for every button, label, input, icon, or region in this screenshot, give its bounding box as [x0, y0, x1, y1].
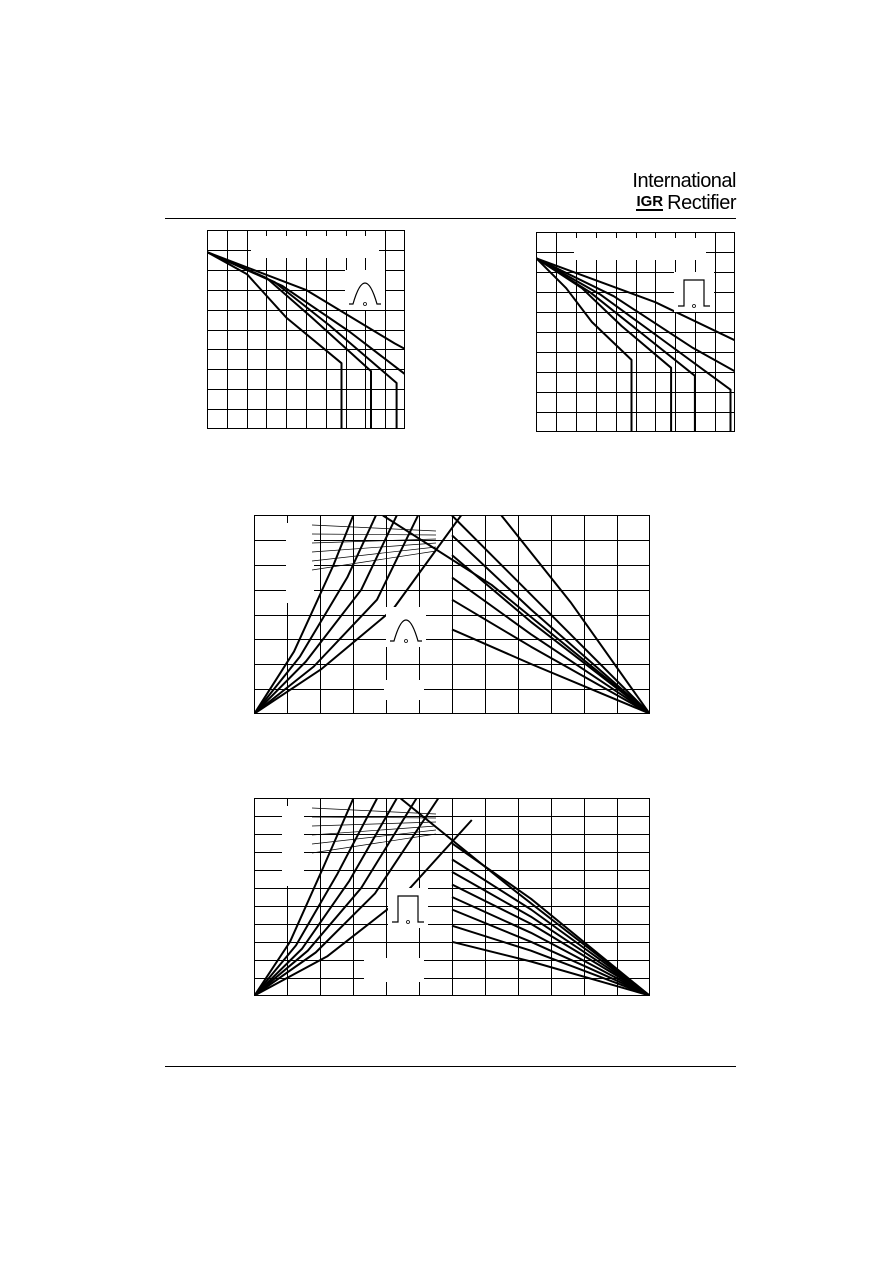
- half-sine-icon: [386, 607, 426, 647]
- series-line-right7: [452, 600, 650, 714]
- series-line-right2: [452, 516, 650, 714]
- rectangular-icon: [674, 272, 714, 312]
- chart-fig1: [207, 230, 405, 429]
- company-logo: [632, 170, 736, 214]
- gridlines: [536, 232, 735, 432]
- label-mask: [364, 958, 424, 982]
- leader-line: [312, 817, 436, 818]
- chart-fig2: [536, 232, 735, 432]
- rectangular-icon: [388, 888, 428, 928]
- label-areas: [574, 238, 706, 260]
- chart-fig1-svg: [207, 230, 405, 429]
- label-mask: [286, 523, 314, 603]
- half-sine-icon: [345, 270, 385, 310]
- series-line-left2: [255, 515, 399, 714]
- chart-fig3: [254, 515, 650, 714]
- chart-fig4-svg: [254, 798, 650, 996]
- label-mask: [251, 236, 379, 258]
- series-line-right6: [452, 577, 650, 713]
- leader-line: [312, 822, 436, 826]
- series-line-right6: [452, 897, 650, 996]
- chart-fig3-svg: [254, 515, 650, 714]
- chart-fig4: [254, 798, 650, 996]
- label-mask: [574, 238, 706, 260]
- leader-line: [312, 534, 436, 535]
- header-rule: [165, 218, 736, 219]
- footer-rule: [165, 1066, 736, 1067]
- gridlines: [207, 230, 405, 429]
- chart-fig2-svg: [536, 232, 735, 432]
- series-line-right4: [452, 535, 650, 713]
- label-areas: [251, 236, 379, 258]
- series-line-right7: [452, 910, 650, 996]
- leader-line: [312, 543, 436, 552]
- logo-line-rectifier: [632, 192, 736, 214]
- logo-word-rectifier: Rectifier: [667, 192, 736, 214]
- logo-mark: IGR: [636, 193, 664, 210]
- label-mask: [282, 806, 304, 886]
- leader-line: [312, 525, 436, 531]
- label-mask: [384, 680, 424, 700]
- logo-line-international: International: [632, 170, 736, 192]
